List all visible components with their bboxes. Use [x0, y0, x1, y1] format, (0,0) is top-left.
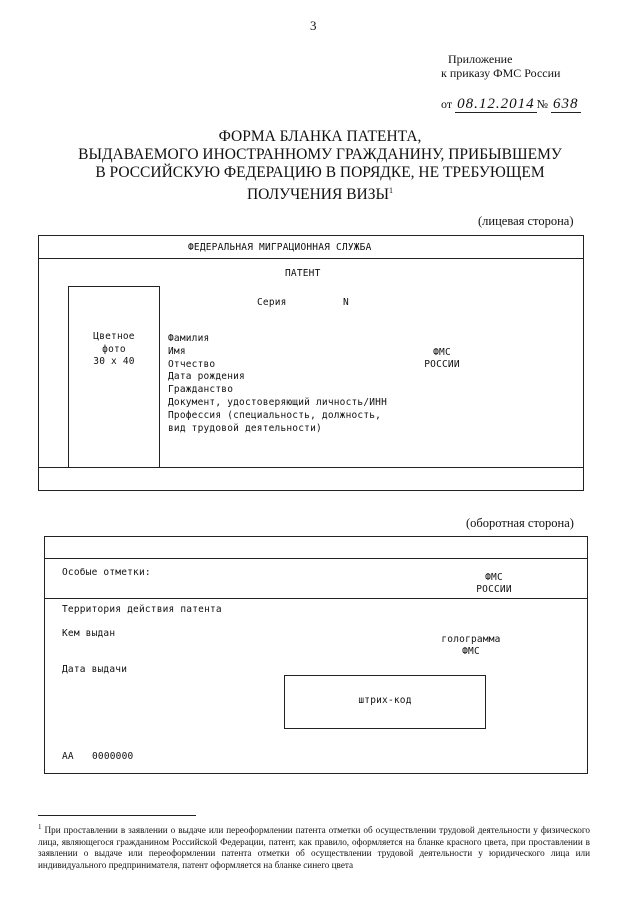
- handwritten-number: 638: [553, 96, 579, 112]
- photo-caption-line1: Цветное: [93, 331, 135, 342]
- title-footnote-mark: 1: [389, 186, 394, 195]
- issued-by-label: Кем выдан: [62, 628, 116, 639]
- back-stamp-line2: РОССИИ: [476, 584, 512, 595]
- hologram-placeholder: [436, 634, 506, 658]
- front-header-divider: [38, 258, 584, 259]
- number-prefix: №: [536, 97, 549, 111]
- patent-label: ПАТЕНТ: [285, 268, 321, 279]
- territory-label: Территория действия патента: [62, 604, 222, 615]
- title-line-4-text: ПОЛУЧЕНИЯ ВИЗЫ: [246, 186, 390, 204]
- photo-placeholder: [68, 286, 160, 467]
- field-birth-date: Дата рождения: [168, 371, 245, 383]
- field-identity-document: Документ, удостоверяющий личность/ИНН: [168, 396, 388, 408]
- title-line-1: ФОРМА БЛАНКА ПАТЕНТА,: [218, 128, 422, 145]
- order-date-line: [441, 96, 581, 113]
- appendix-line1: Приложение: [448, 52, 513, 66]
- hologram-line1: голограмма: [441, 634, 501, 645]
- title-line-2: ВЫДАВАЕМОГО ИНОСТРАННОМУ ГРАЖДАНИНУ, ПРИБЫВШЕМУ: [78, 146, 562, 163]
- series-code: АА: [62, 751, 74, 762]
- agency-header: ФЕДЕРАЛЬНАЯ МИГРАЦИОННАЯ СЛУЖБА: [188, 242, 372, 253]
- page-number: 3: [310, 18, 317, 33]
- appendix-line2: к приказу ФМС России: [441, 66, 561, 80]
- front-footer-divider: [38, 467, 584, 468]
- field-patronymic: Отчество: [168, 358, 216, 370]
- hologram-line2: ФМС: [462, 646, 480, 657]
- front-stamp-line2: РОССИИ: [424, 359, 460, 370]
- back-middle-divider: [44, 598, 588, 599]
- field-profession: Профессия (специальность, должность,: [168, 409, 382, 421]
- date-prefix: от: [441, 97, 453, 111]
- back-stamp: [466, 572, 522, 596]
- footnote-rule: [38, 815, 196, 816]
- handwritten-date: 08.12.2014: [457, 96, 535, 112]
- photo-caption-line3: 30 х 40: [93, 356, 135, 367]
- special-marks-label: Особые отметки:: [62, 567, 151, 578]
- footnote-text: При проставлении в заявлении о выдаче или переоформлении патента отметки об осуществлении трудовой деятельности у физического лица, являющегося гражданином Российской Федерации, патент, как правило, оформляется на бланке красного цвета, при проставлении в заявлении о выдаче или переоформлении патента отметки об осуществлении трудовой деятельности у юридического лица или индивидуального предпринимателя, патент оформляется на бланке синего цвета: [38, 825, 590, 870]
- field-name: Имя: [168, 345, 186, 357]
- back-side-label: (оборотная сторона): [466, 516, 574, 530]
- photo-caption: [68, 331, 160, 369]
- front-stamp: [414, 347, 470, 371]
- title-line-4: [60, 182, 580, 204]
- number-label: N: [343, 297, 349, 308]
- title-line-3: В РОССИЙСКУЮ ФЕДЕРАЦИЮ В ПОРЯДКЕ, НЕ ТРЕБУЮЩЕМ: [95, 164, 545, 181]
- back-stamp-line1: ФМС: [485, 572, 503, 583]
- issue-date-label: Дата выдачи: [62, 664, 128, 675]
- number-code: 0000000: [92, 751, 134, 762]
- front-side-label: (лицевая сторона): [478, 214, 574, 228]
- barcode-label: штрих-код: [358, 695, 412, 706]
- field-profession-cont: вид трудовой деятельности): [168, 422, 322, 434]
- front-fields: [168, 333, 387, 435]
- back-top-divider: [44, 558, 588, 559]
- series-label: Серия: [257, 297, 287, 308]
- footnote-mark: 1: [38, 823, 42, 831]
- document-title: [60, 128, 580, 204]
- front-stamp-line1: ФМС: [433, 347, 451, 358]
- field-citizenship: Гражданство: [168, 384, 234, 396]
- photo-caption-line2: фото: [102, 343, 126, 355]
- footnote: [38, 822, 590, 871]
- field-surname: Фамилия: [168, 333, 210, 344]
